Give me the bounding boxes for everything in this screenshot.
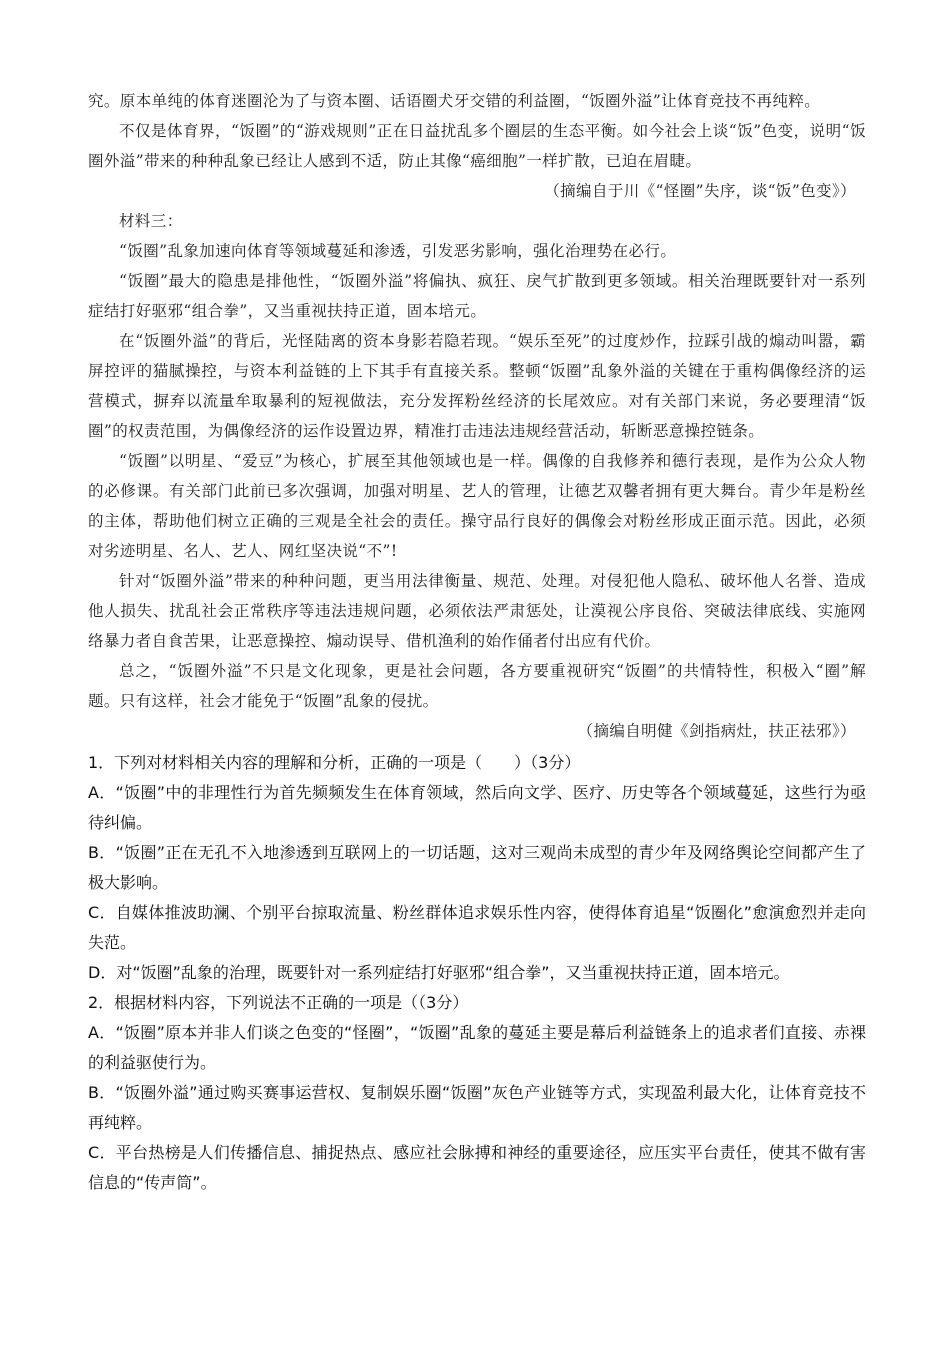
- material3-heading: 材料三：: [119, 212, 183, 230]
- material2-line: 究。原本单纯的体育迷圈沦为了与资本圈、话语圈犬牙交错的利益圈，“饭圈外溢”让体育竞技不再纯粹。: [88, 92, 821, 110]
- question-1-option-a: A．“饭圈”中的非理性行为首先频频发生在体育领域，然后向文学、医疗、历史等各个领域蔓延，这些行为亟待纠偏。: [88, 783, 866, 832]
- material3-paragraph: “饭圈”最大的隐患是排他性，“饭圈外溢”将偏执、疯狂、戾气扩散到更多领域。相关治理既要针对一系列症结打好驱邪“组合拳”，又当重视扶持正道，固本培元。: [88, 272, 866, 320]
- material3-paragraph: 针对“饭圈外溢”带来的种种问题，更当用法律衡量、规范、处理。对侵犯他人隐私、破坏他人名誉、造成他人损失、扰乱社会正常秩序等违法违规问题，必须依法严肃惩处，让漠视公序良俗、突破法律底线、实施网络暴力者自食苦果，让恶意操控、煽动误导、借机渔利的始作俑者付出应有代价。: [88, 572, 866, 650]
- question-section: [88, 748, 866, 1198]
- question-2-option-c: C．平台热榜是人们传播信息、捕捉热点、感应社会脉搏和神经的重要途径，应压实平台责任，使其不做有害信息的“传声筒”。: [88, 1143, 866, 1192]
- material2-source: （摘编自于川《“怪圈”失序，谈“饭”色变》）: [544, 182, 856, 200]
- material2-paragraph: 不仅是体育界，“饭圈”的“游戏规则”正在日益扰乱多个圈层的生态平衡。如今社会上谈“饭”色变，说明“饭圈外溢”带来的种种乱象已经让人感到不适，防止其像“癌细胞”一样扩散，已迫在眉睫。: [88, 122, 866, 170]
- material3-source: （摘编自明健《剑指病灶，扶正祛邪》）: [577, 722, 856, 740]
- question-1-option-b: B．“饭圈”正在无孔不入地渗透到互联网上的一切话题，这对三观尚未成型的青少年及网络舆论空间都产生了极大影响。: [88, 843, 866, 892]
- question-2-option-b: B．“饭圈外溢”通过购买赛事运营权、复制娱乐圈“饭圈”灰色产业链等方式，实现盈利最大化，让体育竞技不再纯粹。: [88, 1083, 866, 1132]
- question-1-stem: 1．下列对材料相关内容的理解和分析，正确的一项是（ ）（3分）: [88, 753, 581, 772]
- question-1-option-d: D．对“饭圈”乱象的治理，既要针对一系列症结打好驱邪“组合拳”，又当重视扶持正道，固本培元。: [88, 963, 790, 982]
- material3-paragraph: 总之，“饭圈外溢”不只是文化现象，更是社会问题，各方要重视研究“饭圈”的共情特性，积极入“圈”解题。只有这样，社会才能免于“饭圈”乱象的侵扰。: [88, 662, 866, 710]
- exam-page: [88, 86, 866, 1198]
- question-2-stem: 2．根据材料内容，下列说法不正确的一项是（（3分）: [88, 993, 469, 1012]
- question-2-option-a: A．“饭圈”原本并非人们谈之色变的“怪圈”，“饭圈”乱象的蔓延主要是幕后利益链条上的追求者们直接、赤裸的利益驱使行为。: [88, 1023, 866, 1072]
- material3-paragraph: “饭圈”乱象加速向体育等领域蔓延和渗透，引发恶劣影响，强化治理势在必行。: [119, 242, 677, 260]
- material3-paragraph: 在“饭圈外溢”的背后，光怪陆离的资本身影若隐若现。“娱乐至死”的过度炒作，拉踩引战的煽动叫嚣，霸屏控评的猫腻操控，与资本利益链的上下其手有直接关系。整顿“饭圈”乱象外溢的关键在于重构偶像经济的运营模式，摒弃以流量牟取暴利的短视做法，充分发挥粉丝经济的长尾效应。对有关部门来说，务必要理清“饭圈”的权责范围，为偶像经济的运作设置边界，精准打击违法违规经营活动，斩断恶意操控链条。: [88, 332, 866, 440]
- reading-materials: [88, 86, 866, 746]
- question-1-option-c: C．自媒体推波助澜、个别平台掠取流量、粉丝群体追求娱乐性内容，使得体育追星“饭圈化”愈演愈烈并走向失范。: [88, 903, 866, 952]
- material3-paragraph: “饭圈”以明星、“爱豆”为核心，扩展至其他领域也是一样。偶像的自我修养和德行表现，是作为公众人物的必修课。有关部门此前已多次强调，加强对明星、艺人的管理，让德艺双馨者拥有更大舞台。青少年是粉丝的主体，帮助他们树立正确的三观是全社会的责任。操守品行良好的偶像会对粉丝形成正面示范。因此，必须对劣迹明星、名人、艺人、网红坚决说“不”!: [88, 452, 866, 560]
